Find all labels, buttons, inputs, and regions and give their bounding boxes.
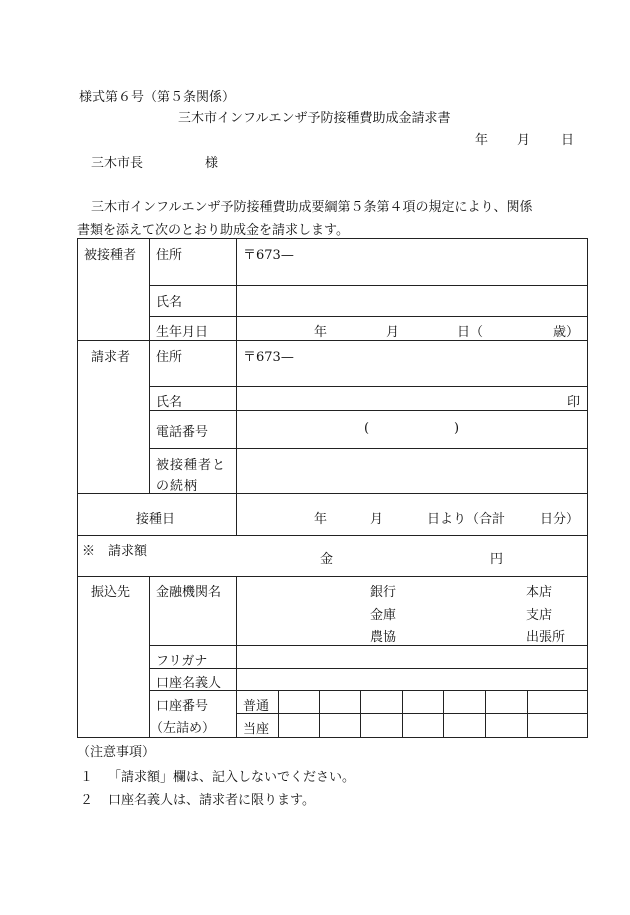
- form-title: 三木市インフルエンザ予防接種費助成金請求書: [178, 111, 451, 126]
- vaccination-month: 月: [370, 512, 384, 527]
- claimant-name-field[interactable]: [238, 388, 558, 409]
- date-year-label: 年: [475, 133, 489, 148]
- phone-paren-close: ): [454, 421, 460, 436]
- claimant-section-label: 請求者: [91, 350, 131, 365]
- relation-label-line2: の続柄: [156, 479, 199, 494]
- vaccinee-age: 歳）: [553, 325, 580, 340]
- kana-field[interactable]: [238, 647, 586, 667]
- account-holder-label: 口座名義人: [156, 676, 222, 691]
- intro-text-line2: 書類を添えて次のとおり助成金を請求します。: [77, 223, 349, 238]
- bank-type-option[interactable]: 銀行: [370, 585, 397, 600]
- branch-type-option[interactable]: 支店: [526, 608, 553, 623]
- account-type-ordinary[interactable]: 普通: [243, 699, 270, 714]
- relation-label-line1: 被接種者と: [156, 458, 227, 473]
- note-text: 「請求額」欄は、記入しないでください。: [108, 770, 356, 785]
- vaccinee-address-field[interactable]: 〒673—: [243, 248, 294, 263]
- claim-amount-prefix: 金: [320, 552, 334, 567]
- vaccinee-name-field[interactable]: [238, 287, 586, 315]
- vaccination-total: 日分）: [540, 512, 580, 527]
- phone-paren-open: (: [364, 421, 370, 436]
- seal-mark: 印: [567, 395, 581, 410]
- vaccinee-dob-day: 日（: [457, 325, 484, 340]
- claimant-address-label: 住所: [156, 350, 183, 365]
- note-text: 口座名義人は、請求者に限ります。: [108, 793, 315, 808]
- vaccination-from: 日より（合計: [427, 512, 506, 527]
- claimant-name-label: 氏名: [156, 395, 183, 410]
- vaccinee-name-label: 氏名: [156, 295, 183, 310]
- form-number: 様式第６号（第５条関係）: [79, 90, 236, 105]
- vaccinee-dob-label: 生年月日: [156, 325, 209, 340]
- vaccinee-dob-month: 月: [386, 325, 400, 340]
- vaccinee-section-label: 被接種者: [84, 248, 137, 263]
- vaccinee-address-label: 住所: [156, 248, 183, 263]
- bank-type-option[interactable]: 金庫: [370, 608, 397, 623]
- notes-heading: （注意事項）: [77, 745, 156, 760]
- account-type-current[interactable]: 当座: [243, 722, 270, 737]
- kana-label: フリガナ: [156, 654, 208, 669]
- branch-type-option[interactable]: 出張所: [526, 630, 566, 645]
- relation-field[interactable]: [238, 450, 586, 492]
- branch-type-option[interactable]: 本店: [526, 585, 553, 600]
- vaccinee-dob-year: 年: [314, 325, 328, 340]
- addressee-honorific: 様: [205, 156, 219, 171]
- vaccination-year: 年: [314, 512, 328, 527]
- transfer-section-label: 振込先: [91, 585, 131, 600]
- bank-name-label: 金融機関名: [156, 585, 222, 600]
- account-number-note: （左詰め）: [150, 721, 216, 736]
- claim-amount-suffix: 円: [490, 552, 504, 567]
- addressee: 三木市長: [91, 156, 144, 171]
- bank-type-option[interactable]: 農協: [370, 630, 397, 645]
- account-number-label: 口座番号: [156, 699, 209, 714]
- date-day-label: 日: [561, 133, 575, 148]
- claim-amount-label: ※ 請求額: [82, 544, 148, 559]
- date-month-label: 月: [517, 133, 531, 148]
- vaccination-date-label: 接種日: [136, 512, 176, 527]
- account-holder-field[interactable]: [238, 670, 586, 689]
- note-number: １: [80, 770, 94, 785]
- claimant-phone-label: 電話番号: [156, 425, 209, 440]
- claimant-address-field[interactable]: 〒673—: [243, 350, 294, 365]
- intro-text-line1: 三木市インフルエンザ予防接種費助成要綱第５条第４項の規定により、関係: [91, 200, 533, 215]
- note-number: ２: [80, 793, 94, 808]
